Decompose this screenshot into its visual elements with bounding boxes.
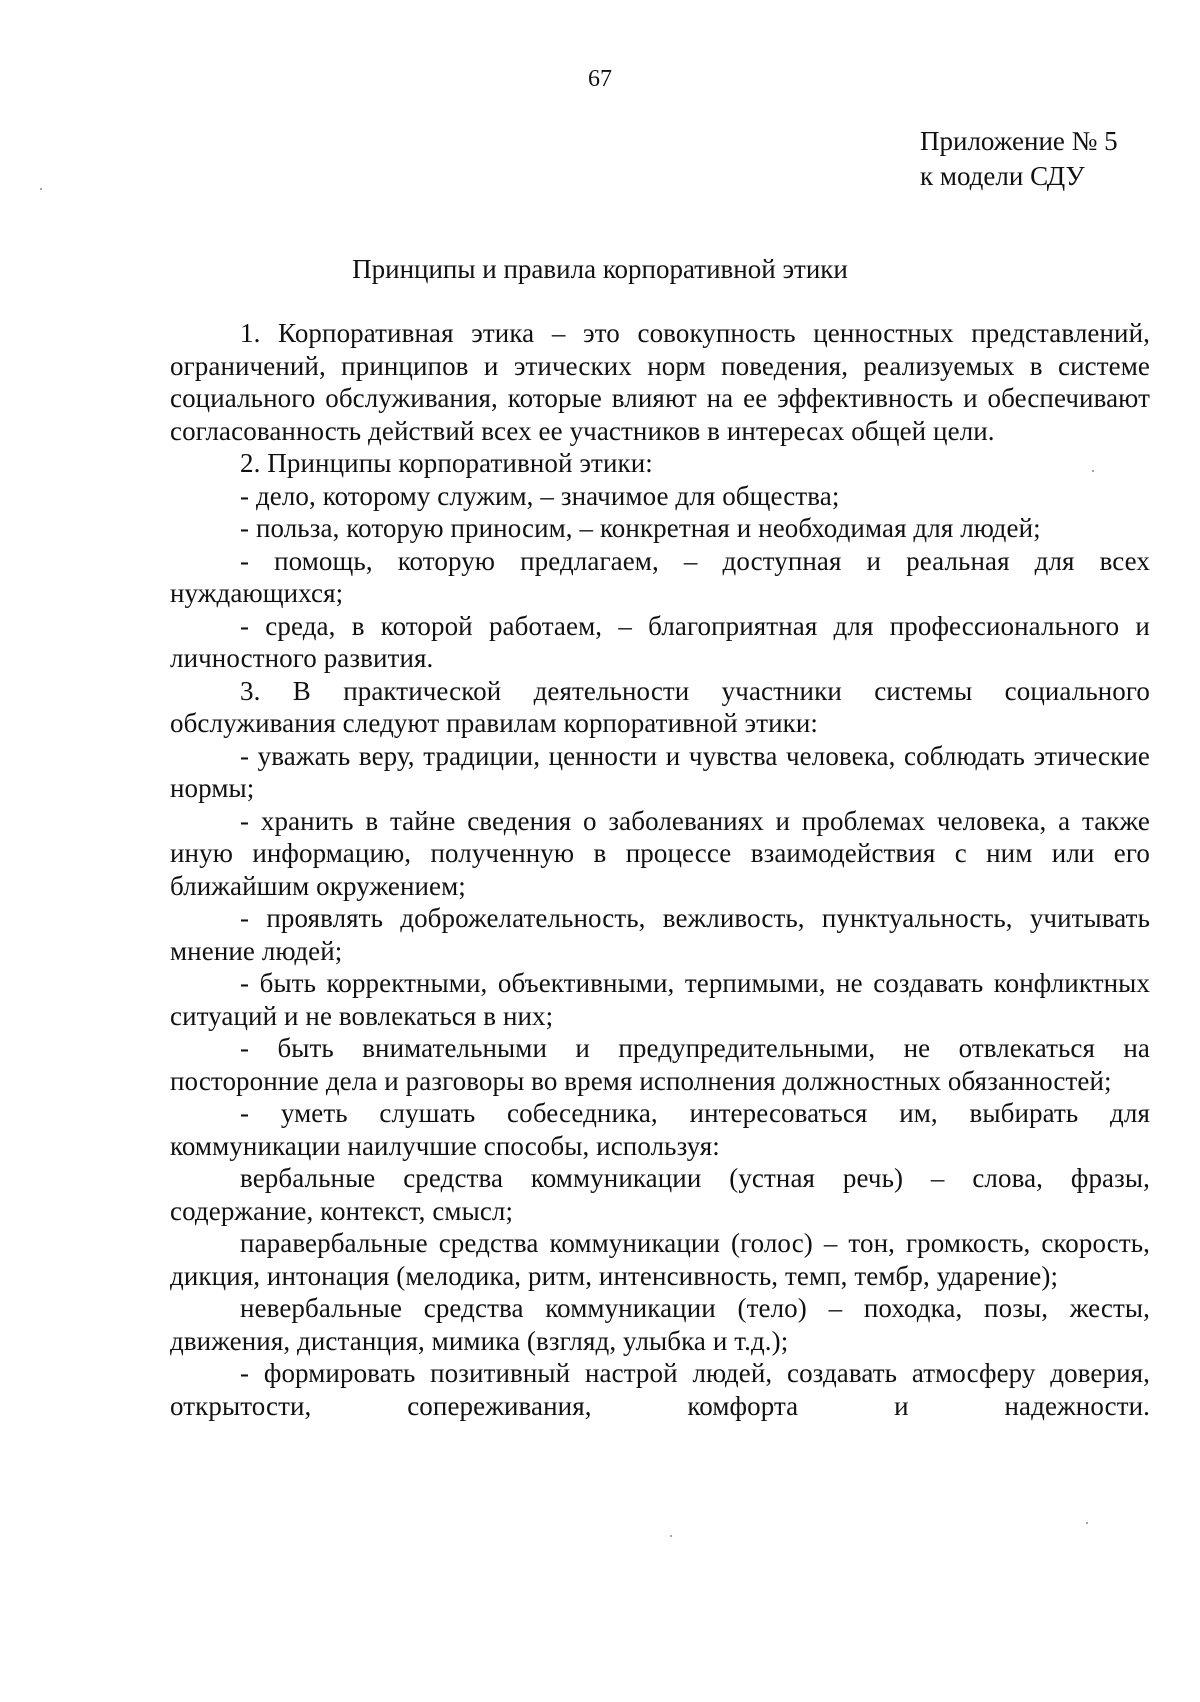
paragraph-9: - хранить в тайне сведения о заболеваниях и проблемах человека, а также иную информацию, полученную в процессе взаимодействия с ним или его ближайшим окружением; xyxy=(170,805,1150,901)
paragraph-13: - уметь слушать собеседника, интересоваться им, выбирать для коммуникации наилучшие способы, используя: xyxy=(170,1098,1150,1161)
document-body xyxy=(170,317,1150,1422)
paragraph-2: 2. Принципы корпоративной этики: xyxy=(240,448,653,478)
scan-speck xyxy=(1086,1522,1088,1524)
appendix-heading xyxy=(920,124,1170,194)
appendix-line-2: к модели СДУ xyxy=(920,161,1085,191)
document-title: Принципы и правила корпоративной этики xyxy=(352,254,848,284)
scan-speck xyxy=(40,188,42,190)
scan-speck xyxy=(1092,470,1094,472)
paragraph-12: - быть внимательными и предупредительными, не отвлекаться на посторонние дела и разговоры во время исполнения должностных обязанностей; xyxy=(170,1033,1150,1096)
paragraph-3: - дело, которому служим, – значимое для общества; xyxy=(240,480,840,511)
paragraph-11: - быть корректными, объективными, терпимыми, не создавать конфликтных ситуаций и не вовлекаться в них; xyxy=(170,968,1150,1031)
paragraph-1: 1. Корпоративная этика – это совокупность ценностных представлений, ограничений, принципов и этических норм поведения, реализуемых в системе социального обслуживания, которые влияют на ее эффективность и обеспечивают согласованность действий всех ее участников в интересах общей цели. xyxy=(170,318,1150,446)
page-number: 67 xyxy=(588,66,612,92)
paragraph-17: - формировать позитивный настрой людей, создавать атмосферу доверия, открытости, сопереживания, комфорта и надежности. xyxy=(170,1358,1150,1421)
paragraph-10: - проявлять доброжелательность, вежливость, пунктуальность, учитывать мнение людей; xyxy=(170,903,1150,966)
paragraph-6: - среда, в которой работаем, – благоприятная для профессионального и личностного развития. xyxy=(170,610,1150,673)
appendix-line-1: Приложение № 5 xyxy=(920,126,1118,156)
paragraph-5: - помощь, которую предлагаем, – доступная и реальная для всех нуждающихся; xyxy=(170,545,1150,608)
paragraph-7: 3. В практической деятельности участники системы социального обслуживания следуют правилам корпоративной этики: xyxy=(170,675,1150,738)
paragraph-8: - уважать веру, традиции, ценности и чувства человека, соблюдать этические нормы; xyxy=(170,740,1150,803)
paragraph-14: вербальные средства коммуникации (устная речь) – слова, фразы, содержание, контекст, смысл; xyxy=(170,1163,1150,1226)
paragraph-16: невербальные средства коммуникации (тело) – походка, позы, жесты, движения, дистанция, мимика (взгляд, улыбка и т.д.); xyxy=(170,1293,1150,1356)
paragraph-15: паравербальные средства коммуникации (голос) – тон, громкость, скорость, дикция, интонация (мелодика, ритм, интенсивность, темп, тембр, ударение); xyxy=(170,1228,1150,1291)
scan-speck xyxy=(670,1535,672,1537)
paragraph-4: - польза, которую приносим, – конкретная и необходимая для людей; xyxy=(240,513,1041,543)
